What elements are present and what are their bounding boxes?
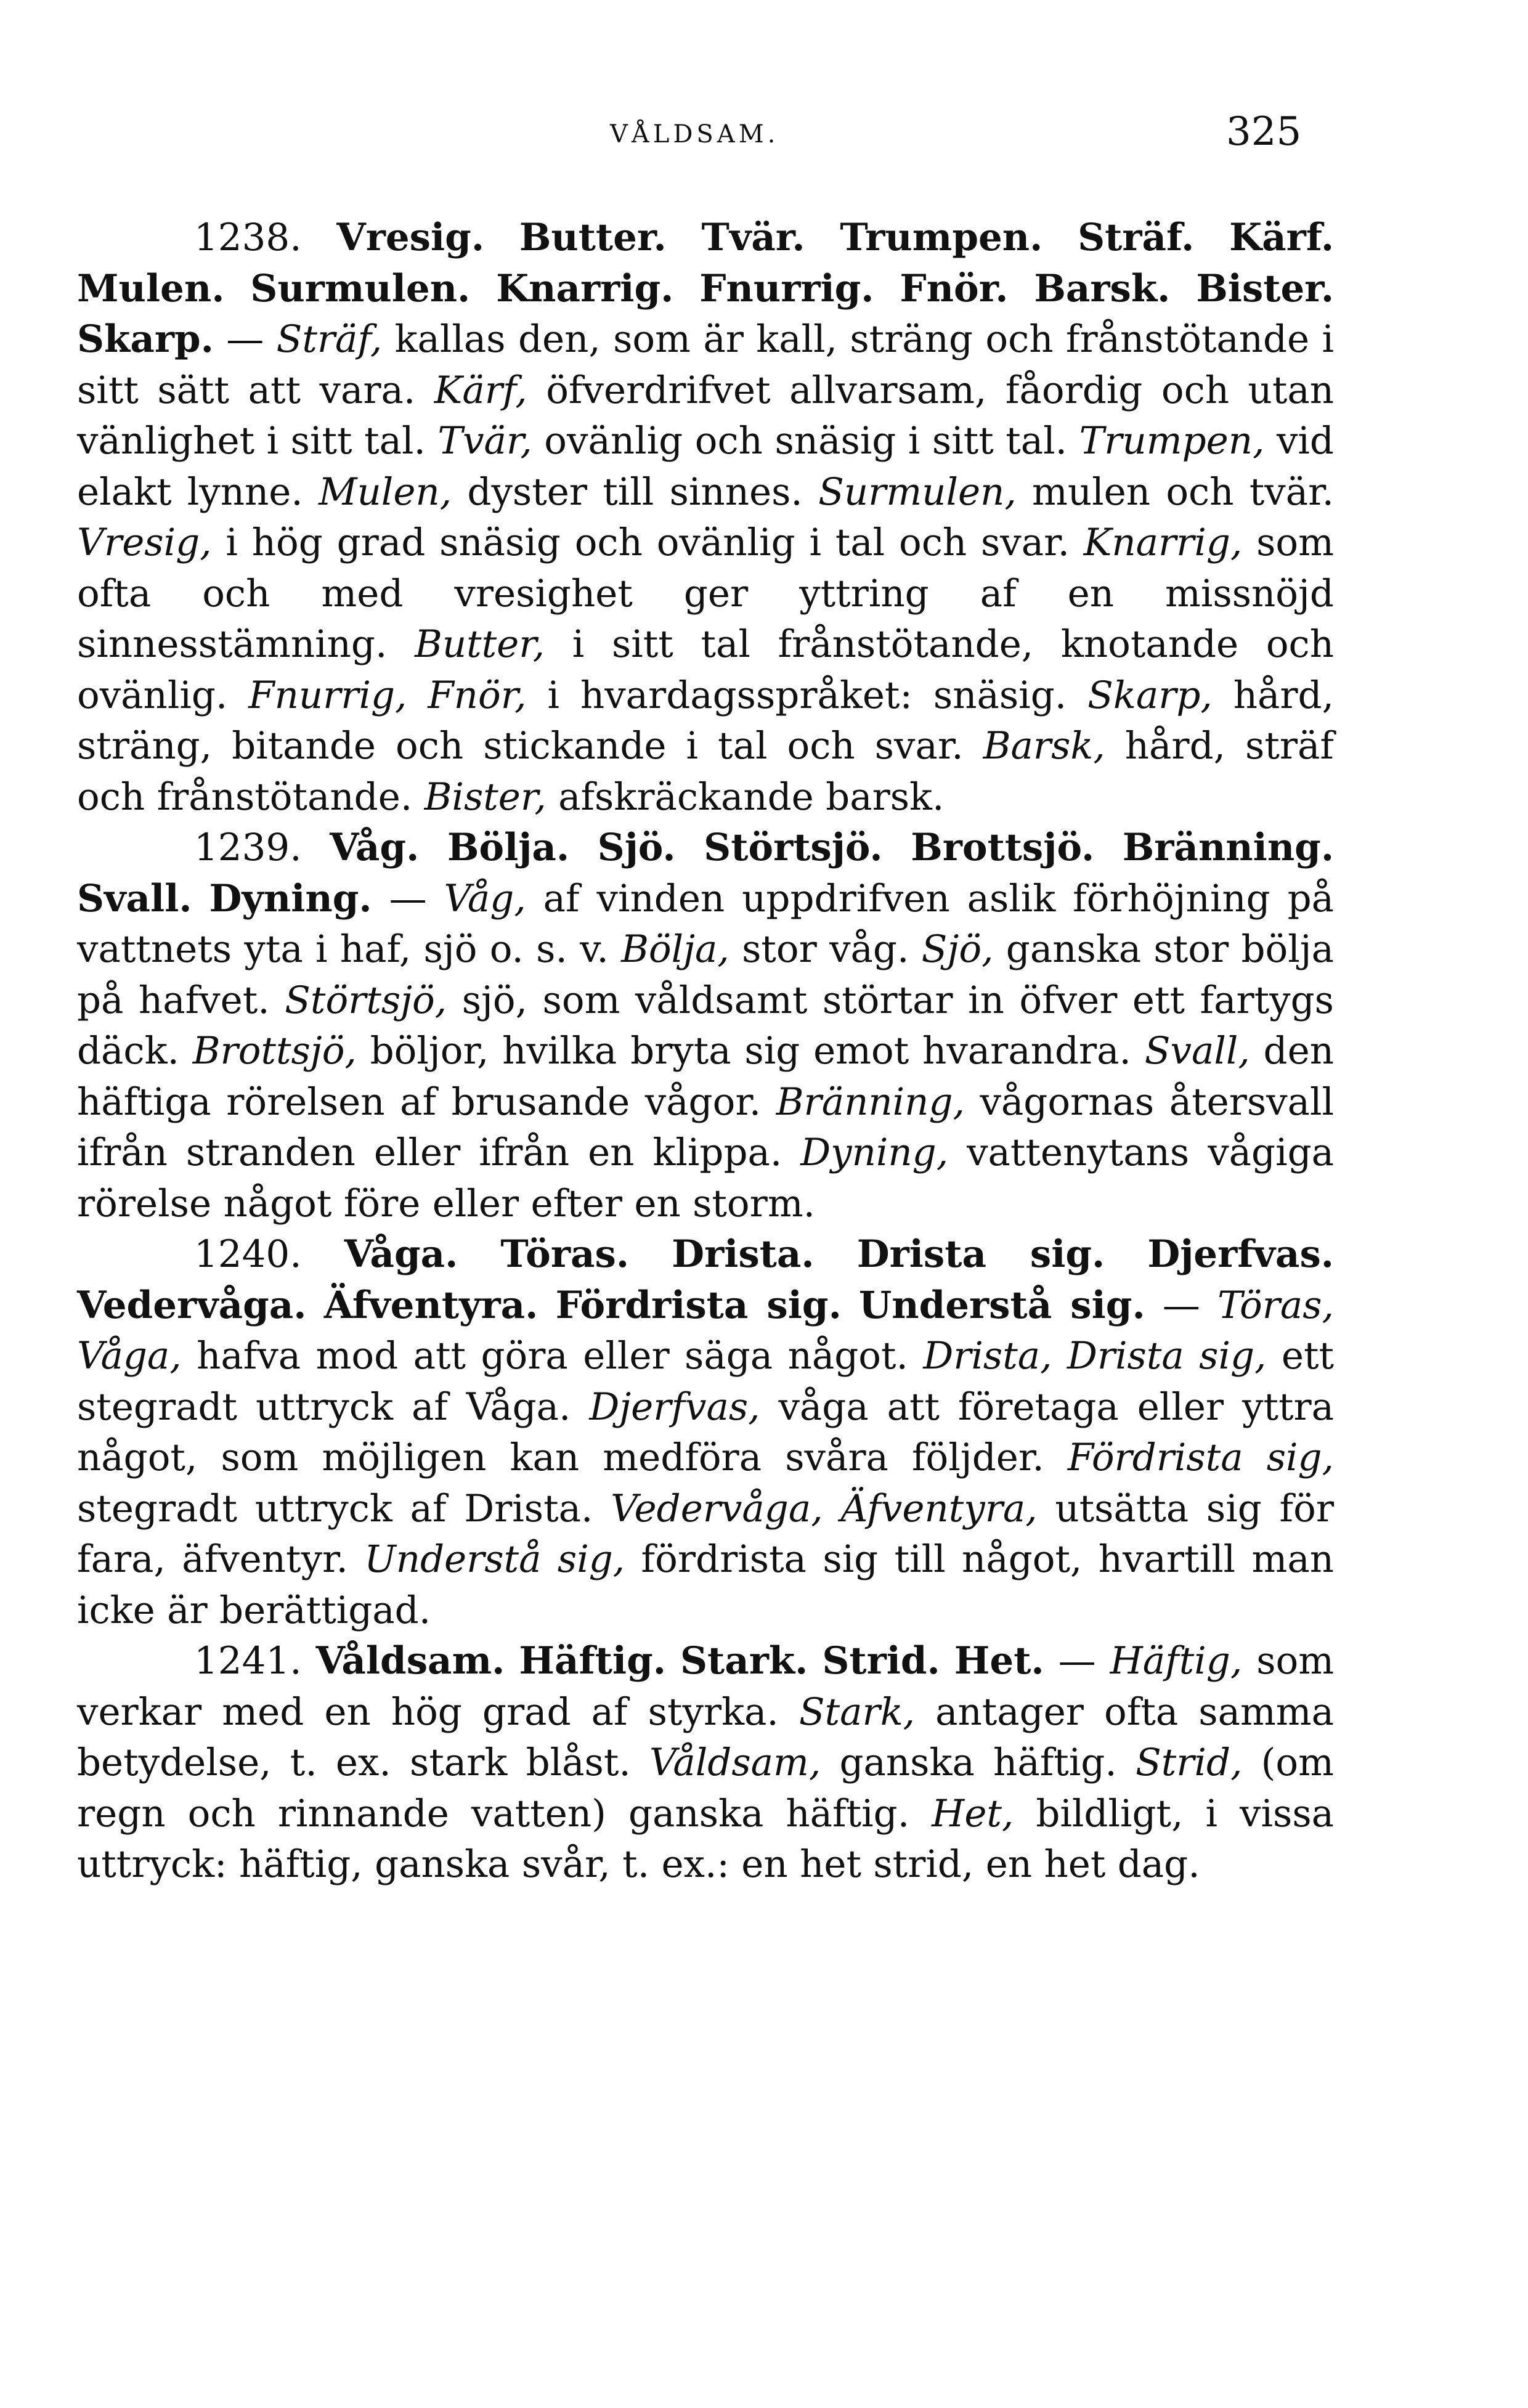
definition-term: Surmulen, <box>818 470 1017 514</box>
entry-number: 1239. <box>194 826 302 869</box>
headword: Bränning. <box>1122 826 1335 869</box>
definition-text: dyster till sinnes. <box>452 470 819 514</box>
headword: Vedervåga. <box>77 1283 307 1327</box>
definition-text: i sitt tal frånstötande, knotande och ovänlig. <box>77 622 1334 717</box>
headword: Trumpen. <box>840 216 1043 259</box>
definition-term: Kärf, <box>434 368 527 412</box>
definition-term: Djerfvas, <box>589 1385 760 1429</box>
definition-term: Skarp, <box>1087 673 1213 717</box>
headword: Drista. <box>672 1232 815 1276</box>
entry-1239 <box>77 823 1334 1229</box>
definition-text: som verkar med en hög grad af styrka. <box>77 1639 1335 1734</box>
headword: Svall. <box>77 876 192 921</box>
headword: Butter. <box>519 216 667 259</box>
definition-term: Understå sig, <box>364 1537 625 1581</box>
definition-text: utsätta sig för fara, äfventyr. <box>77 1486 1334 1581</box>
definition-term: Våg, <box>444 876 526 921</box>
headword: Het. <box>954 1639 1044 1683</box>
definition-term: Våldsam, <box>649 1741 821 1784</box>
definition-text: vågornas återsvall ifrån stranden eller ifrån en klippa. <box>77 1080 1335 1174</box>
definition-term: Brottsjö, <box>192 1029 357 1073</box>
definition-text: kallas den, som är kall, sträng och frånstötande i sitt sätt att vara. <box>77 317 1334 412</box>
em-dash: — <box>226 317 264 361</box>
entry-1238 <box>77 213 1334 823</box>
entry-1240 <box>77 1229 1334 1636</box>
em-dash: — <box>1058 1639 1096 1683</box>
headword: Djerfvas. <box>1147 1232 1335 1276</box>
definition-text: den häftiga rörelsen af brusande vågor. <box>77 1029 1334 1124</box>
definition-term: Fnurrig, Fnör, <box>248 673 527 717</box>
headword: Sjö. <box>597 826 676 869</box>
definition-term: Trumpen, <box>1079 419 1265 463</box>
definition-term: Sträf, <box>276 317 383 361</box>
definition-term: Vresig, <box>77 521 212 564</box>
definition-term: Fördrista sig, <box>1067 1436 1334 1479</box>
definition-text: afskräckande barsk. <box>546 775 945 819</box>
definition-text: sjö, som våldsamt störtar in öfver ett fartygs däck. <box>77 978 1334 1073</box>
definition-term: Barsk, <box>983 724 1105 768</box>
headword: Kärf. <box>1229 216 1335 259</box>
definition-text: stegradt uttryck af Drista. <box>77 1486 611 1531</box>
definition-text: mulen och tvär. <box>1016 470 1334 514</box>
headword: Våldsam. <box>315 1639 505 1683</box>
headword: Strid. <box>822 1639 940 1683</box>
headword: Tvär. <box>701 216 805 259</box>
definition-text: stor våg. <box>729 927 922 971</box>
headword: Häftig. <box>519 1639 666 1683</box>
headword: Drista sig. <box>856 1232 1105 1276</box>
definition-text: ett stegradt uttryck af Våga. <box>77 1334 1334 1429</box>
entry-number: 1240. <box>194 1232 302 1276</box>
headword: Våg. <box>330 826 420 869</box>
definition-term: Bister, <box>424 775 547 819</box>
headword: Våga. <box>344 1232 458 1276</box>
headword: Bölja. <box>447 826 570 869</box>
headword: Bister. <box>1196 266 1335 311</box>
running-title: VÅLDSAM. <box>610 120 779 148</box>
definition-term: Dyning, <box>800 1131 949 1174</box>
definition-text: (om regn och rinnande vatten) ganska häftig. <box>77 1741 1334 1836</box>
definition-text: ovänlig och snäsig i sitt tal. <box>532 419 1079 463</box>
definition-text: som ofta och med vresighet ger yttring af en missnöjd sinnesstämning. <box>77 521 1334 666</box>
definition-text: ganska häftig. <box>821 1741 1136 1784</box>
definition-text: i hög grad snäsig och ovänlig i tal och svar. <box>211 521 1084 564</box>
headword: Mulen. <box>77 266 225 311</box>
definition-term: Bölja, <box>621 927 729 971</box>
definition-term: Häftig, <box>1110 1639 1243 1683</box>
definition-text: hafva mod att göra eller säga något. <box>181 1334 924 1378</box>
headword: Understå sig. <box>859 1283 1145 1327</box>
headword: Stark. <box>680 1639 808 1683</box>
definition-term: Stark, <box>799 1690 916 1734</box>
definition-term: Knarrig, <box>1083 521 1243 564</box>
definition-term: Drista, Drista sig, <box>923 1334 1267 1378</box>
definition-text: ganska stor bölja på hafvet. <box>77 927 1335 1022</box>
definition-term: Bränning, <box>776 1080 965 1124</box>
definition-text: hård, sträng, bitande och stickande i tal och svar. <box>77 673 1334 768</box>
definition-text: antager ofta samma betydelse, t. ex. stark blåst. <box>77 1690 1335 1784</box>
headword: Skarp. <box>77 317 214 361</box>
definition-text: vattenytans vågiga rörelse något före eller efter en storm. <box>77 1131 1334 1226</box>
headword: Surmulen. <box>250 266 471 311</box>
headword: Knarrig. <box>496 266 674 311</box>
headword: Sträf. <box>1078 216 1195 259</box>
headword: Fördrista sig. <box>555 1283 842 1327</box>
definition-term: Het, <box>932 1791 1014 1836</box>
definition-text: böljor, hvilka bryta sig emot hvarandra. <box>356 1029 1145 1073</box>
headword: Vresig. <box>336 216 485 259</box>
em-dash: — <box>389 876 427 921</box>
definition-text: fördrista sig till något, hvartill man icke är berättigad. <box>77 1537 1334 1632</box>
headword: Dyning. <box>209 876 372 921</box>
definition-text: hård, sträf och frånstötande. <box>77 724 1334 819</box>
entry-number: 1238. <box>194 216 302 259</box>
running-head <box>0 109 1528 169</box>
entry-1241 <box>77 1636 1334 1890</box>
definition-text: vid elakt lynne. <box>77 419 1334 514</box>
headword: Äfventyra. <box>323 1283 538 1327</box>
headword: Brottsjö. <box>911 826 1095 869</box>
page-number: 325 <box>1226 109 1302 155</box>
headword: Fnör. <box>900 266 1009 311</box>
definition-term: Mulen, <box>319 470 452 514</box>
definition-text: af vinden uppdrifven aslik förhöjning på vattnets yta i haf, sjö o. s. v. <box>77 876 1335 971</box>
definition-term: Sjö, <box>921 927 994 971</box>
definition-term: Vedervåga, Äfventyra, <box>611 1486 1038 1531</box>
definition-text: bildligt, i vissa uttryck: häftig, ganska svår, t. ex.: en het strid, en het dag. <box>77 1791 1334 1886</box>
definition-term: Butter, <box>415 622 545 666</box>
definition-text: våga att företaga eller yttra något, som möjligen kan medföra svåra följder. <box>77 1385 1335 1479</box>
definition-text: i hvardagsspråket: snäsig. <box>526 673 1088 717</box>
definition-term: Svall, <box>1144 1029 1250 1073</box>
definition-text: öfverdrifvet allvarsam, fåordig och utan vänlighet i sitt tal. <box>77 368 1335 463</box>
definition-term: Störtsjö, <box>285 978 447 1022</box>
definition-term: Strid, <box>1135 1741 1243 1784</box>
headword: Fnurrig. <box>699 266 874 311</box>
headword: Töras. <box>500 1232 630 1276</box>
entry-number: 1241. <box>194 1639 302 1683</box>
dictionary-text <box>77 213 1334 1890</box>
em-dash: — <box>1162 1283 1200 1327</box>
headword: Barsk. <box>1034 266 1171 311</box>
definition-term: Töras, Våga, <box>77 1283 1334 1378</box>
headword: Störtsjö. <box>704 826 883 869</box>
definition-term: Tvär, <box>437 419 532 463</box>
